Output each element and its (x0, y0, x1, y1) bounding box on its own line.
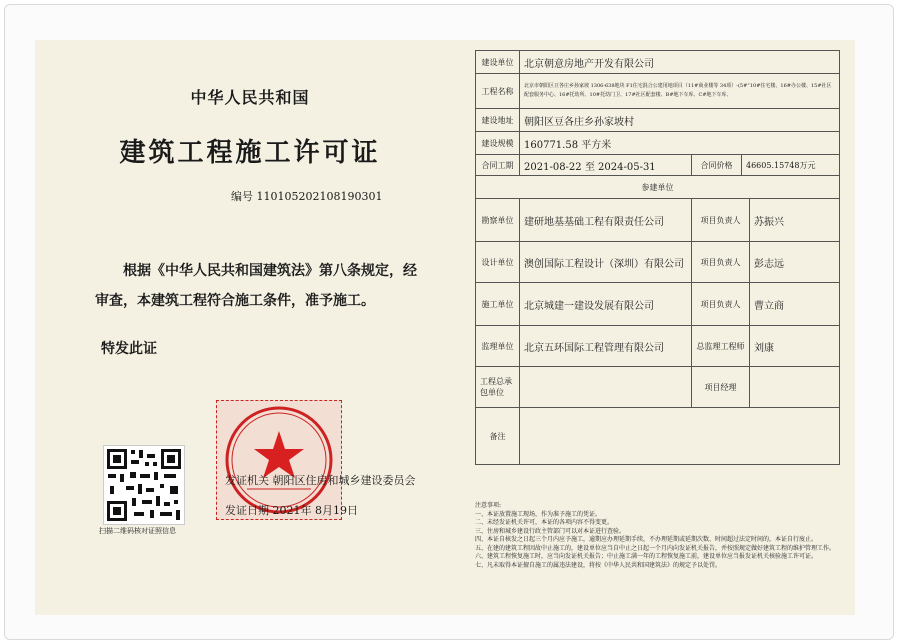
period-value: 2021-08-22 至 2024-05-31 (520, 155, 692, 175)
row-period-price (476, 155, 840, 176)
participant-lead: 曹立商 (750, 283, 840, 325)
participant-role: 施工单位 (476, 283, 520, 325)
issue-date-value: 2021年 8月19日 (272, 504, 358, 517)
qr-caption: 扫描二维码核对证照信息 (99, 527, 176, 535)
participant-lead-label: 项目负责人 (692, 199, 750, 241)
price-label: 合同价格 (692, 155, 742, 175)
construction-unit-label: 建设单位 (476, 51, 520, 73)
participant-row (476, 283, 840, 326)
participant-row (476, 242, 840, 283)
remarks-label: 备注 (476, 408, 520, 464)
participant-lead: 苏振兴 (750, 199, 840, 241)
participant-role: 勘察单位 (476, 199, 520, 241)
note-item: 六、建筑工程恢复施工时，应当向发证机关报告；中止施工满一年的工程恢复施工前，建设单位应当报发证机关核验施工许可证。 (475, 553, 818, 560)
project-name-label: 工程名称 (476, 74, 520, 108)
participant-lead-label: 项目负责人 (692, 283, 750, 325)
number-label: 编号 (231, 190, 253, 203)
note-item: 七、凡未取得本证擅自施工的属违法建设，将按《中华人民共和国建筑法》的规定予以处罚。 (475, 561, 722, 569)
participant-lead-label: 项目负责人 (692, 242, 750, 282)
project-name-value: 北京市朝阳区豆各庄乡孙家坡 1306-638地块 F1住宅混合公建用地项目（11#商业楼等 34项）-(5#”10#住宅楼、16#办公楼、15#社区配套服务中心、16#托幼所、10#托幼门卫、17#社区配套楼、B#地下车库、C#地下车库、 (520, 74, 840, 108)
participant-company (520, 367, 692, 407)
remarks-value (520, 408, 840, 464)
participant-lead: 刘康 (750, 326, 840, 366)
construction-permit-certificate (35, 40, 855, 615)
price-value: 46605.15748万元 (742, 155, 840, 175)
qr-code-icon (104, 446, 184, 524)
certificate-right-page (465, 40, 855, 615)
participant-row (476, 367, 840, 408)
address-value: 朝阳区豆各庄乡孙家坡村 (520, 109, 840, 131)
participant-role: 设计单位 (476, 242, 520, 282)
note-item: 三、住房和城乡建设行政主管部门可以对本证进行查验。 (475, 527, 626, 535)
participant-role: 工程总承包单位 (476, 367, 520, 407)
participant-lead-label: 总监理工程师 (692, 326, 750, 366)
row-remarks (476, 408, 840, 465)
number-value: 110105202108190301 (256, 190, 383, 203)
notes-section (475, 502, 839, 570)
issuer-value: 朝阳区住房和城乡建设委员会 (272, 474, 416, 487)
document-title: 建筑工程施工许可证 (119, 138, 381, 168)
participant-company: 澳创国际工程设计（深圳）有限公司 (520, 242, 692, 282)
construction-unit-value: 北京朝意房地产开发有限公司 (520, 51, 840, 73)
approval-text: 根据《中华人民共和国建筑法》第八条规定，经审查，本建筑工程符合施工条件，准予施工。 (95, 263, 417, 309)
issue-date-label: 发证日期 (225, 504, 269, 517)
participant-company: 北京五环国际工程管理有限公司 (520, 326, 692, 366)
participant-company: 北京城建一建设发展有限公司 (520, 283, 692, 325)
row-participants-header (476, 176, 840, 199)
country-title: 中华人民共和国 (190, 88, 310, 107)
notes-title: 注意事项: (475, 502, 502, 509)
issue-date (225, 502, 358, 518)
scale-label: 建设规模 (476, 132, 520, 154)
note-item: 一、本证放置施工现场，作为准予施工的凭证。 (475, 510, 602, 518)
participants-header: 参建单位 (476, 176, 840, 198)
note-item: 二、未经发证机关许可，本证的各项内容不得变更。 (475, 519, 614, 526)
certificate-left-page (35, 40, 465, 615)
row-construction-unit (476, 51, 840, 74)
permit-details-table (475, 50, 840, 465)
participant-lead-label: 项目经理 (692, 367, 750, 407)
participant-role: 监理单位 (476, 326, 520, 366)
row-project-name (476, 74, 840, 109)
issuing-authority (225, 472, 416, 488)
issuer-label: 发证机关 (225, 474, 269, 487)
row-address (476, 109, 840, 132)
participant-lead (750, 367, 840, 407)
special-note: 特发此证 (101, 341, 157, 357)
scale-value: 160771.58 平方米 (520, 132, 840, 154)
viewer-frame (4, 4, 894, 640)
certificate-number (231, 188, 382, 204)
period-label: 合同工期 (476, 155, 520, 175)
address-label: 建设地址 (476, 109, 520, 131)
note-item: 四、本证自核发之日起三个月内应予施工，逾期应办理延期手续，不办理延期或延期次数、时间超过法定时间的，本证自行废止。 (475, 536, 818, 543)
participant-company: 建研地基基础工程有限责任公司 (520, 199, 692, 241)
participant-lead: 彭志远 (750, 242, 840, 282)
participant-row (476, 326, 840, 367)
participant-row (476, 199, 840, 242)
qr-code[interactable] (103, 445, 185, 525)
row-scale (476, 132, 840, 155)
note-item: 五、在建的建筑工程因故中止施工的，建设单位应当自中止之日起一个月内向发证机关报告，并按照规定做好建筑工程的维护管理工作。 (475, 544, 836, 552)
